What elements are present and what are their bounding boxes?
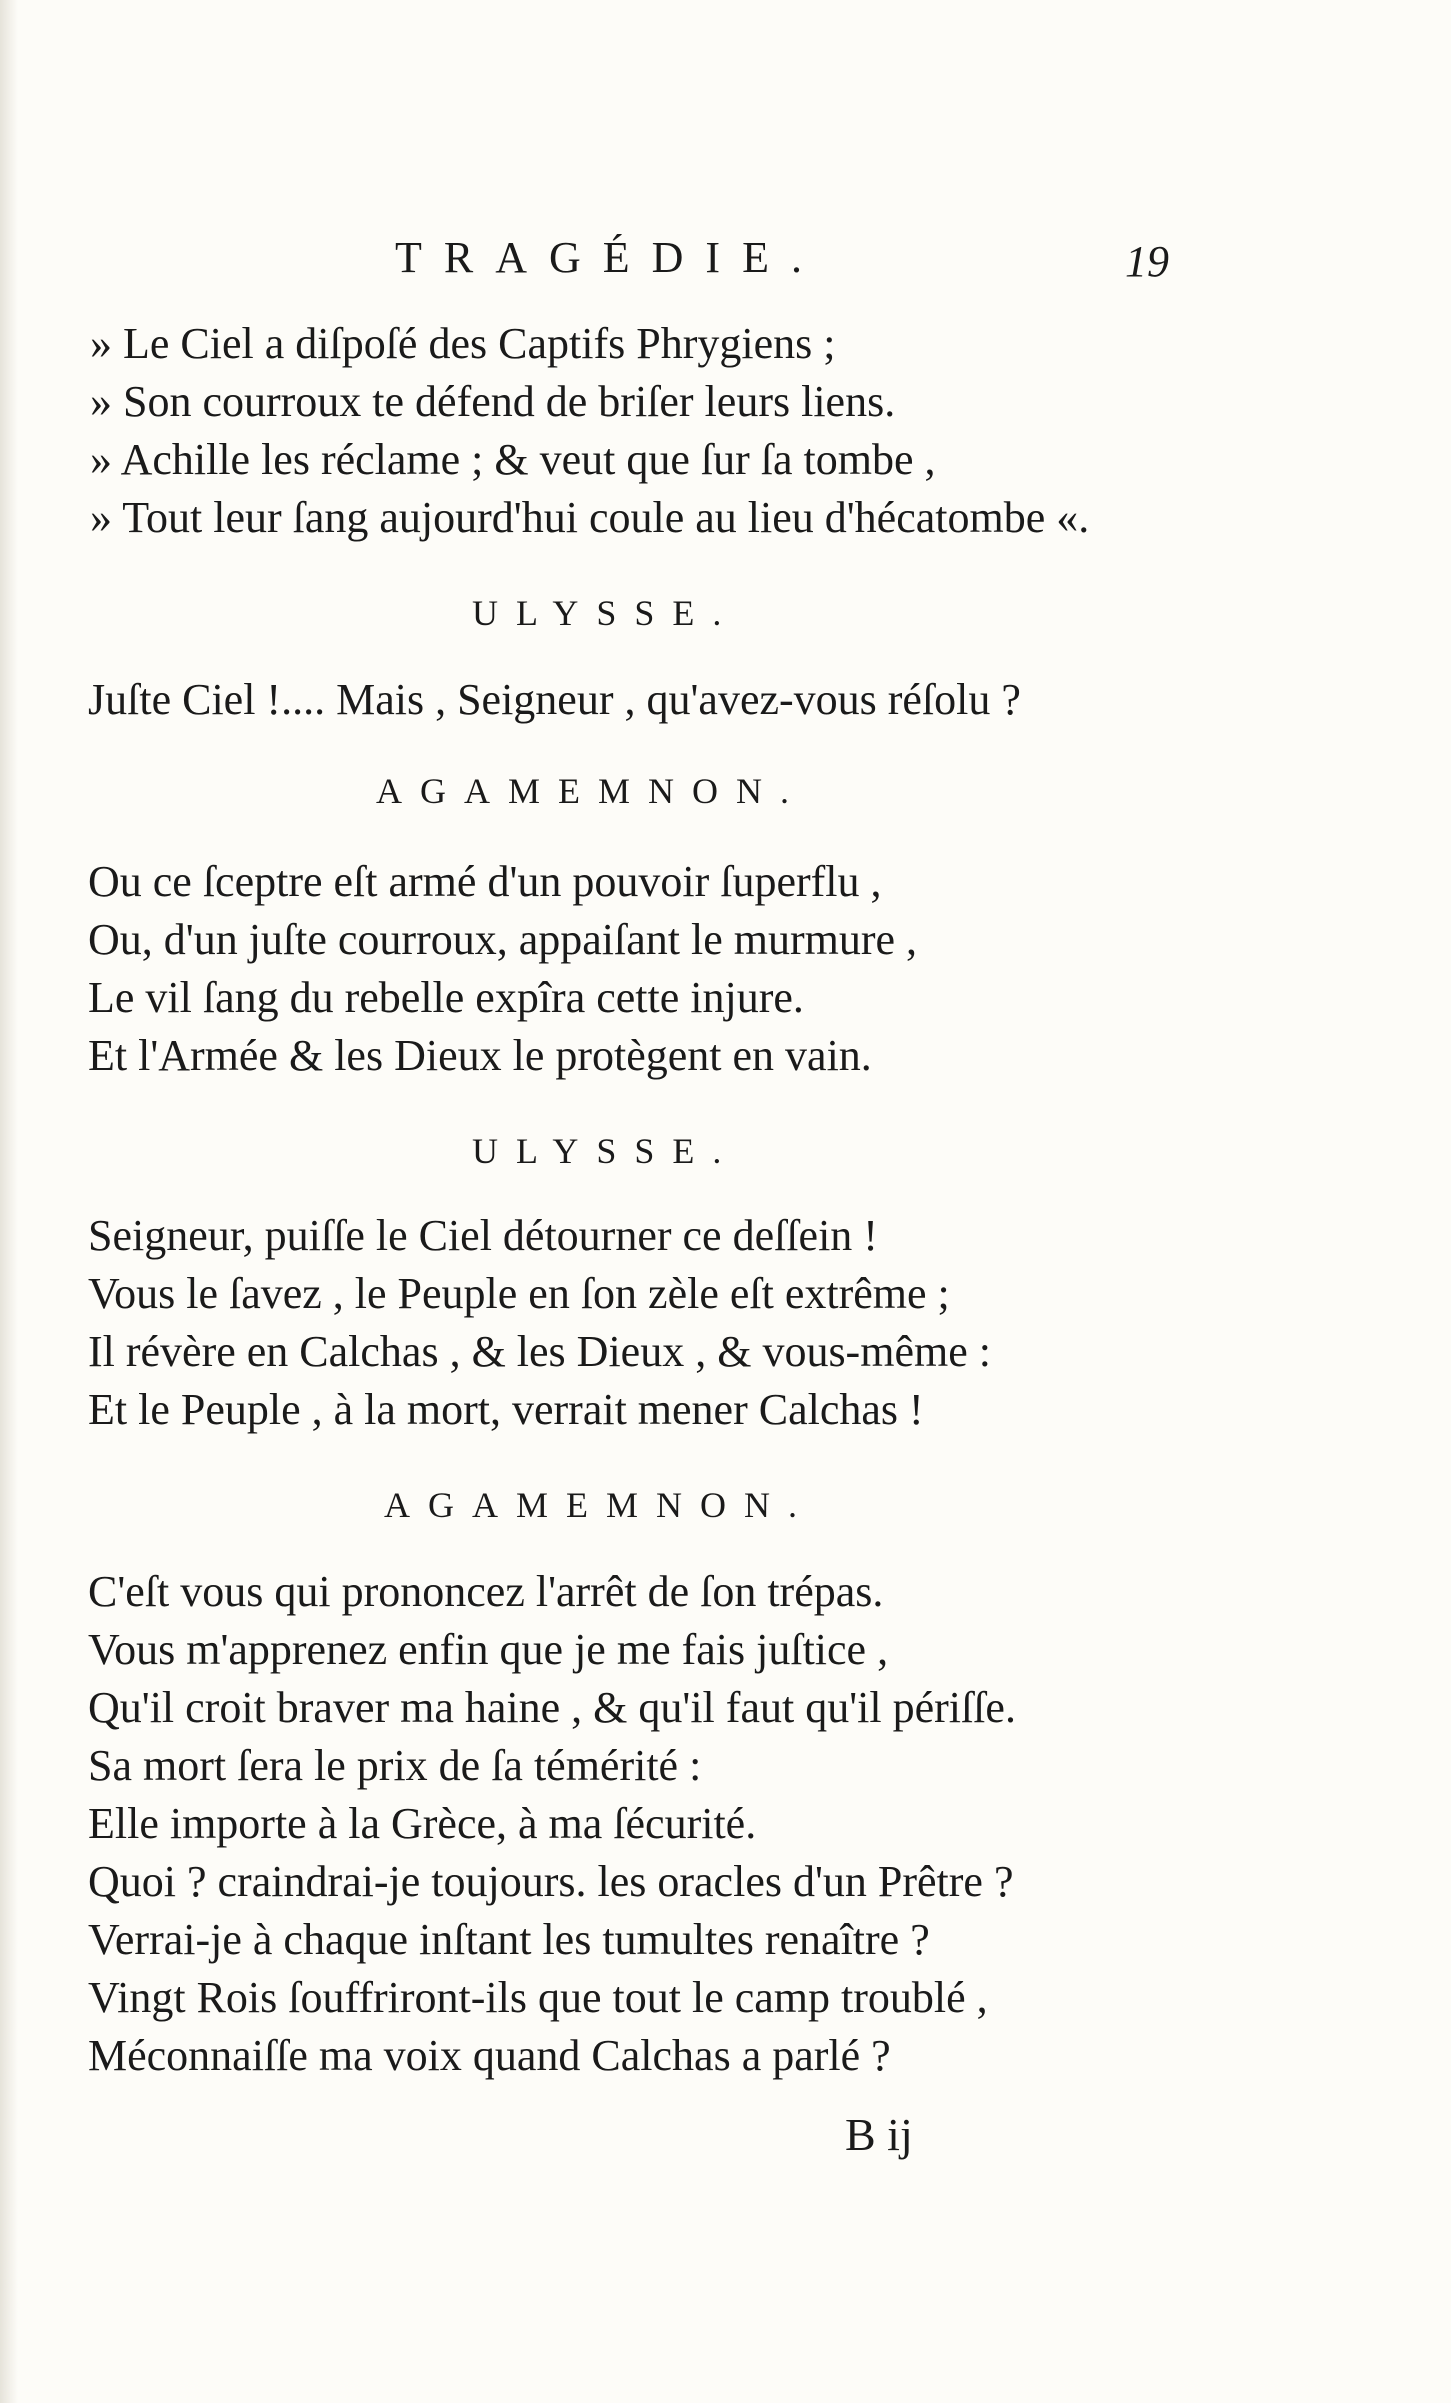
verse-line: Vous le ſavez , le Peuple en ſon zèle eſt extrême ; (88, 1269, 950, 1318)
verse-line: Sa mort ſera le prix de ſa témérité : (88, 1741, 702, 1790)
verse-line: C'eſt vous qui prononcez l'arrêt de ſon trépas. (88, 1567, 884, 1616)
speaker-heading: AGAMEMNON. (384, 1485, 815, 1525)
verse-line: Quoi ? craindrai-je toujours. les oracles d'un Prêtre ? (88, 1857, 1014, 1906)
verse-line: Vous m'apprenez enfin que je me fais juſtice , (88, 1625, 889, 1674)
verse-line: Et le Peuple , à la mort, verrait mener Calchas ! (88, 1385, 924, 1434)
speaker-heading: AGAMEMNON. (376, 771, 807, 811)
verse-line: Qu'il croit braver ma haine , & qu'il faut qu'il périſſe. (88, 1683, 1016, 1732)
binding-edge (0, 0, 18, 2403)
speaker-heading: ULYSSE. (472, 593, 740, 633)
verse-line: Il révère en Calchas , & les Dieux , & vous-même : (88, 1327, 991, 1376)
verse-line: » Achille les réclame ; & veut que ſur ſa tombe , (90, 435, 936, 484)
verse-line: Seigneur, puiſſe le Ciel détourner ce deſſein ! (88, 1211, 878, 1260)
verse-line: » Son courroux te défend de briſer leurs liens. (90, 377, 896, 426)
verse-line: Ou, d'un juſte courroux, appaiſant le murmure , (88, 915, 918, 964)
verse-line: Vingt Rois ſouffriront-ils que tout le camp troublé , (88, 1973, 988, 2022)
verse-line: » Tout leur ſang aujourd'hui coule au lieu d'hécatombe «. (90, 493, 1090, 542)
verse-line: » Le Ciel a diſpoſé des Captifs Phrygiens ; (90, 319, 836, 368)
verse-line: Le vil ſang du rebelle expîra cette injure. (88, 973, 804, 1022)
verse-line: Verrai-je à chaque inſtant les tumultes renaître ? (88, 1915, 930, 1964)
running-head: TRAGÉDIE. (395, 233, 824, 282)
verse-line: Et l'Armée & les Dieux le protègent en vain. (88, 1031, 872, 1080)
page-number: 19 (1125, 237, 1169, 286)
verse-line: Juſte Ciel !.... Mais , Seigneur , qu'avez-vous réſolu ? (88, 675, 1021, 724)
signature-mark: B ij (845, 2109, 913, 2160)
speaker-heading: ULYSSE. (472, 1131, 740, 1171)
verse-line: Elle importe à la Grèce, à ma ſécurité. (88, 1799, 757, 1848)
verse-line: Méconnaiſſe ma voix quand Calchas a parlé ? (88, 2031, 891, 2080)
verse-line: Ou ce ſceptre eſt armé d'un pouvoir ſuperflu , (88, 857, 882, 906)
